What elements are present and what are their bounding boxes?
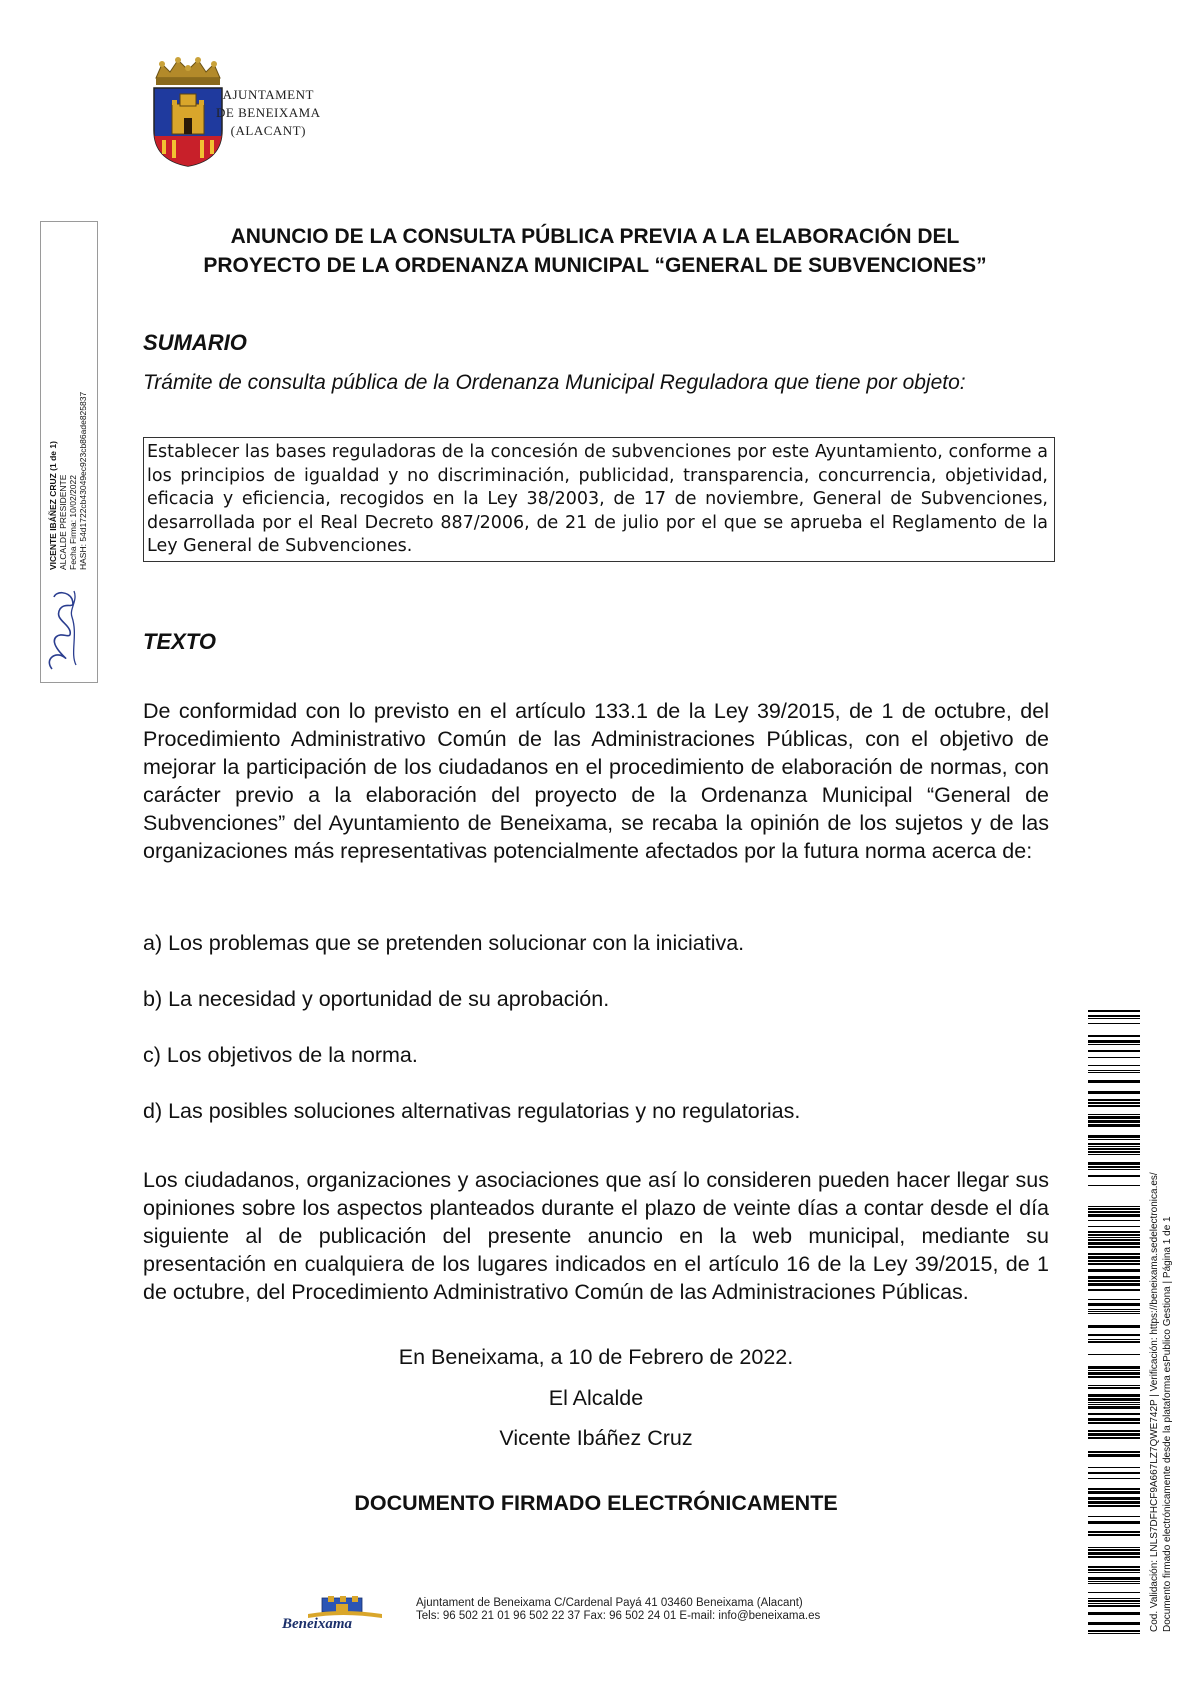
barcode-bar (1088, 1263, 1140, 1265)
barcode-bar (1088, 1246, 1140, 1248)
place-and-date: En Beneixama, a 10 de Febrero de 2022. (398, 1345, 794, 1369)
barcode-bar (1088, 1154, 1140, 1155)
barcode-bar (1088, 1398, 1140, 1401)
barcode-bar (1088, 1237, 1140, 1238)
barcode-bar (1088, 1592, 1140, 1593)
title-line-1: ANUNCIO DE LA CONSULTA PÚBLICA PREVIA A LA ELABORACIÓN DEL (230, 225, 960, 248)
barcode-bar (1088, 1102, 1140, 1104)
barcode-bar (1088, 1630, 1140, 1632)
barcode-bar (1088, 1220, 1140, 1221)
barcode-bar (1088, 1491, 1140, 1494)
barcode-bar (1088, 1260, 1140, 1262)
barcode-bar (1088, 1023, 1140, 1024)
barcode-bar (1088, 1135, 1140, 1138)
list-item: a) Los problemas que se pretenden solucionar con la iniciativa. (143, 931, 745, 955)
barcode-bar (1088, 1044, 1140, 1045)
barcode-bar (1088, 1175, 1140, 1177)
barcode-bar (1088, 1299, 1140, 1300)
barcode-bar (1088, 1433, 1140, 1436)
barcode-bar (1088, 1050, 1140, 1052)
barcode-bar (1088, 1413, 1140, 1415)
barcode-bar (1088, 1569, 1140, 1571)
barcode-bar (1088, 1556, 1140, 1558)
barcode-bar (1088, 1612, 1140, 1615)
barcode-bar (1088, 1148, 1140, 1150)
barcode-bar (1088, 1169, 1140, 1170)
barcode-bar (1088, 1015, 1140, 1017)
logo-wordmark (216, 86, 321, 140)
barcode-bar (1088, 1549, 1140, 1551)
barcode-bar (1088, 1552, 1140, 1555)
barcode-bar (1088, 1566, 1140, 1568)
barcode-bar (1088, 1422, 1140, 1424)
sumario-description: Trámite de consulta pública de la Ordenanza Municipal Reguladora que tiene por objeto: (143, 371, 966, 394)
logo-line-3: (ALACANT) (230, 123, 306, 138)
barcode-bar (1088, 1472, 1140, 1474)
logo-line-1: AJUNTAMENT (222, 87, 314, 102)
barcode-bar (1088, 1339, 1140, 1340)
barcode-bar (1088, 1269, 1140, 1272)
barcode-bar (1088, 1454, 1140, 1457)
signer-name-closing: Vicente Ibáñez Cruz (499, 1426, 693, 1450)
barcode-bar (1088, 1325, 1140, 1328)
texto-heading: TEXTO (143, 629, 216, 654)
barcode-bar (1088, 1226, 1140, 1227)
sumario-heading: SUMARIO (143, 330, 247, 355)
barcode-bar (1088, 1242, 1140, 1245)
title-line-2: PROYECTO DE LA ORDENANZA MUNICIPAL “GENERAL DE SUBVENCIONES” (203, 254, 987, 277)
barcode-bar (1088, 1418, 1140, 1421)
barcode-bar (1088, 1341, 1140, 1343)
barcode-bar (1088, 1354, 1140, 1355)
barcode-bar (1088, 1309, 1140, 1310)
barcode-bar (1088, 1166, 1140, 1168)
barcode-bar (1088, 1124, 1140, 1127)
footer-address: Ajuntament de Beneixama C/Cardenal Payá 41 03460 Beneixama (Alacant) (416, 1597, 803, 1609)
footer-logo (278, 1596, 398, 1632)
barcode-bar (1088, 1214, 1140, 1217)
validation-code-line: Cod. Validación: LNLS7DFHCF9A667LZ7QWE742P | Verificación: https://beneixama.sedelectronica.es/ (1149, 1172, 1160, 1632)
barcode-bar (1088, 1497, 1140, 1500)
barcode-bar (1088, 1581, 1140, 1582)
barcode-bar (1088, 1256, 1140, 1259)
barcode-bar (1088, 1116, 1140, 1119)
barcode-bar (1088, 1099, 1140, 1101)
barcode-bar (1088, 1488, 1140, 1490)
barcode-bar (1088, 1605, 1140, 1607)
signature-details (48, 370, 92, 570)
barcode-bar (1088, 1311, 1140, 1312)
barcode-bar (1088, 1280, 1140, 1282)
barcode-bar (1088, 1370, 1140, 1371)
barcode-bar (1088, 1394, 1140, 1397)
barcode-bar (1088, 1303, 1140, 1306)
barcode-bar (1088, 1385, 1140, 1386)
barcode-bar (1088, 1072, 1140, 1073)
barcode-bar (1088, 1114, 1140, 1115)
barcode-bar (1088, 1633, 1140, 1634)
barcode-bar (1088, 1162, 1140, 1165)
barcode-bar (1088, 1603, 1140, 1604)
barcode-bar (1088, 1547, 1140, 1548)
barcode-bar (1088, 1276, 1140, 1279)
barcode-bar (1088, 1600, 1140, 1602)
list-item: b) La necesidad y oportunidad de su aprobación. (143, 987, 610, 1011)
barcode-bar (1088, 1406, 1140, 1409)
barcode-bar (1088, 1234, 1140, 1236)
body-paragraph-2: Los ciudadanos, organizaciones y asociaciones que así lo consideren pueden hacer llegar sus opiniones sobre los aspectos planteados durante el plazo de veinte días a contar desde el día siguiente al de publicación del presente anuncio en la web municipal, mediante su presentación en cualquiera de los lugares indicados en el artículo 16 de la Ley 39/2015, de 1 de octubre, del Procedimiento Administrativo Común de las Administraciones Públicas. (143, 1168, 1049, 1304)
validation-text (1148, 1000, 1174, 1632)
barcode-bar (1088, 1366, 1140, 1369)
barcode-bar (1088, 1572, 1140, 1573)
barcode-bar (1088, 1010, 1140, 1012)
body-paragraph-1: De conformidad con lo previsto en el artículo 133.1 de la Ley 39/2015, de 1 de octubre, del Procedimiento Administrativo Común de las Administraciones Públicas, con el objetivo de mejorar la participación de los ciudadanos en el procedimiento de elaboración de normas, con carácter previo a la elaboración del proyecto de la Ordenanza Municipal “General de Subvenciones” del Ayuntamiento de Beneixama, se recaba la opinión de los sujetos y de las organizaciones más representativas potencialmente afectados por la futura norma acerca de: (143, 699, 1049, 863)
barcode-bar (1088, 1467, 1140, 1468)
barcode-bar (1088, 1372, 1140, 1375)
barcode-bar (1088, 1451, 1140, 1453)
barcode-bar (1088, 1080, 1140, 1083)
barcode-bar (1088, 1253, 1140, 1255)
barcode-bar (1088, 1185, 1140, 1186)
signature-date: Fecha Firma: 10/02/2022 (68, 475, 78, 570)
barcode-bar (1088, 1057, 1140, 1058)
barcode-bar (1088, 1139, 1140, 1140)
barcode-bar (1088, 1521, 1140, 1524)
barcode-bar (1088, 1208, 1140, 1210)
barcode-bar (1088, 1334, 1140, 1336)
barcode-bar (1088, 1577, 1140, 1580)
handwritten-signature (0, 585, 140, 675)
list-item: c) Los objetivos de la norma. (143, 1043, 418, 1067)
barcode-bar (1088, 1206, 1140, 1207)
barcode-bar (1088, 1376, 1140, 1378)
validation-platform-line: Documento firmado electrónicamente desde la plataforma esPublico Gestiona | Página 1 de 1 (1162, 1216, 1173, 1632)
barcode-bar (1088, 1091, 1140, 1094)
barcode-bar (1088, 1430, 1140, 1432)
signature-hash: HASH: 54d1722cb43049ec923cb86ade825837 (78, 391, 88, 570)
signer-role: ALCALDE PRESIDENTE (58, 474, 68, 570)
barcode-bar (1088, 1598, 1140, 1599)
barcode-bar (1088, 1531, 1140, 1533)
barcode-bar (1088, 1120, 1140, 1123)
barcode-bar (1088, 1211, 1140, 1213)
footer-logo-word: Beneixama (282, 1616, 352, 1632)
barcode-bar (1088, 1505, 1140, 1507)
document-title (130, 222, 1060, 280)
list-item: d) Las posibles soluciones alternativas regulatorias y no regulatorias. (143, 1099, 801, 1123)
barcode-bar (1088, 1283, 1140, 1286)
barcode-bar (1088, 1437, 1140, 1439)
barcode-bar (1088, 1231, 1140, 1233)
barcode-bar (1088, 1478, 1140, 1479)
barcode-bar (1088, 1146, 1140, 1147)
barcode-bar (1088, 1622, 1140, 1625)
signed-notice: DOCUMENTO FIRMADO ELECTRÓNICAMENTE (354, 1491, 838, 1515)
barcode-bar (1088, 1289, 1140, 1291)
footer-contact (416, 1597, 820, 1623)
barcode-bar (1088, 1151, 1140, 1153)
barcode-bar (1088, 1070, 1140, 1071)
validation-barcode (1088, 1010, 1140, 1634)
footer-phones: Tels: 96 502 21 01 96 502 22 37 Fax: 96 502 24 01 E-mail: info@beneixama.es (416, 1610, 821, 1622)
signer-name: VICENTE IBÁÑEZ CRUZ (1 de 1) (48, 441, 58, 570)
barcode-bar (1088, 1501, 1140, 1504)
signer-role-closing: El Alcalde (548, 1386, 644, 1410)
barcode-bar (1088, 1239, 1140, 1241)
barcode-bar (1088, 1143, 1140, 1145)
barcode-bar (1088, 1516, 1140, 1517)
barcode-bar (1088, 1035, 1140, 1037)
objective-box: Establecer las bases reguladoras de la concesión de subvenciones por este Ayuntamiento, conforme a los principios de igualdad y no discriminación, publicidad, transparencia, concurrencia, objetividad, eficacia y eficiencia, recogidos en la Ley 38/2003, de 17 de noviembre, General de Subvenciones, desarrollada por el Real Decreto 887/2006, de 21 de julio por el que se aprueba el Reglamento de la Ley General de Subvenciones. (143, 437, 1055, 562)
barcode-bar (1088, 1583, 1140, 1584)
barcode-bar (1088, 1018, 1140, 1019)
barcode-bar (1088, 1065, 1140, 1066)
barcode-bar (1088, 1404, 1140, 1405)
barcode-bar (1088, 1402, 1140, 1403)
barcode-bar (1088, 1313, 1140, 1314)
logo-line-2: DE BENEIXAMA (216, 105, 321, 120)
barcode-bar (1088, 1105, 1140, 1107)
barcode-bar (1088, 1534, 1140, 1536)
barcode-bar (1088, 1040, 1140, 1043)
barcode-bar (1088, 1387, 1140, 1389)
